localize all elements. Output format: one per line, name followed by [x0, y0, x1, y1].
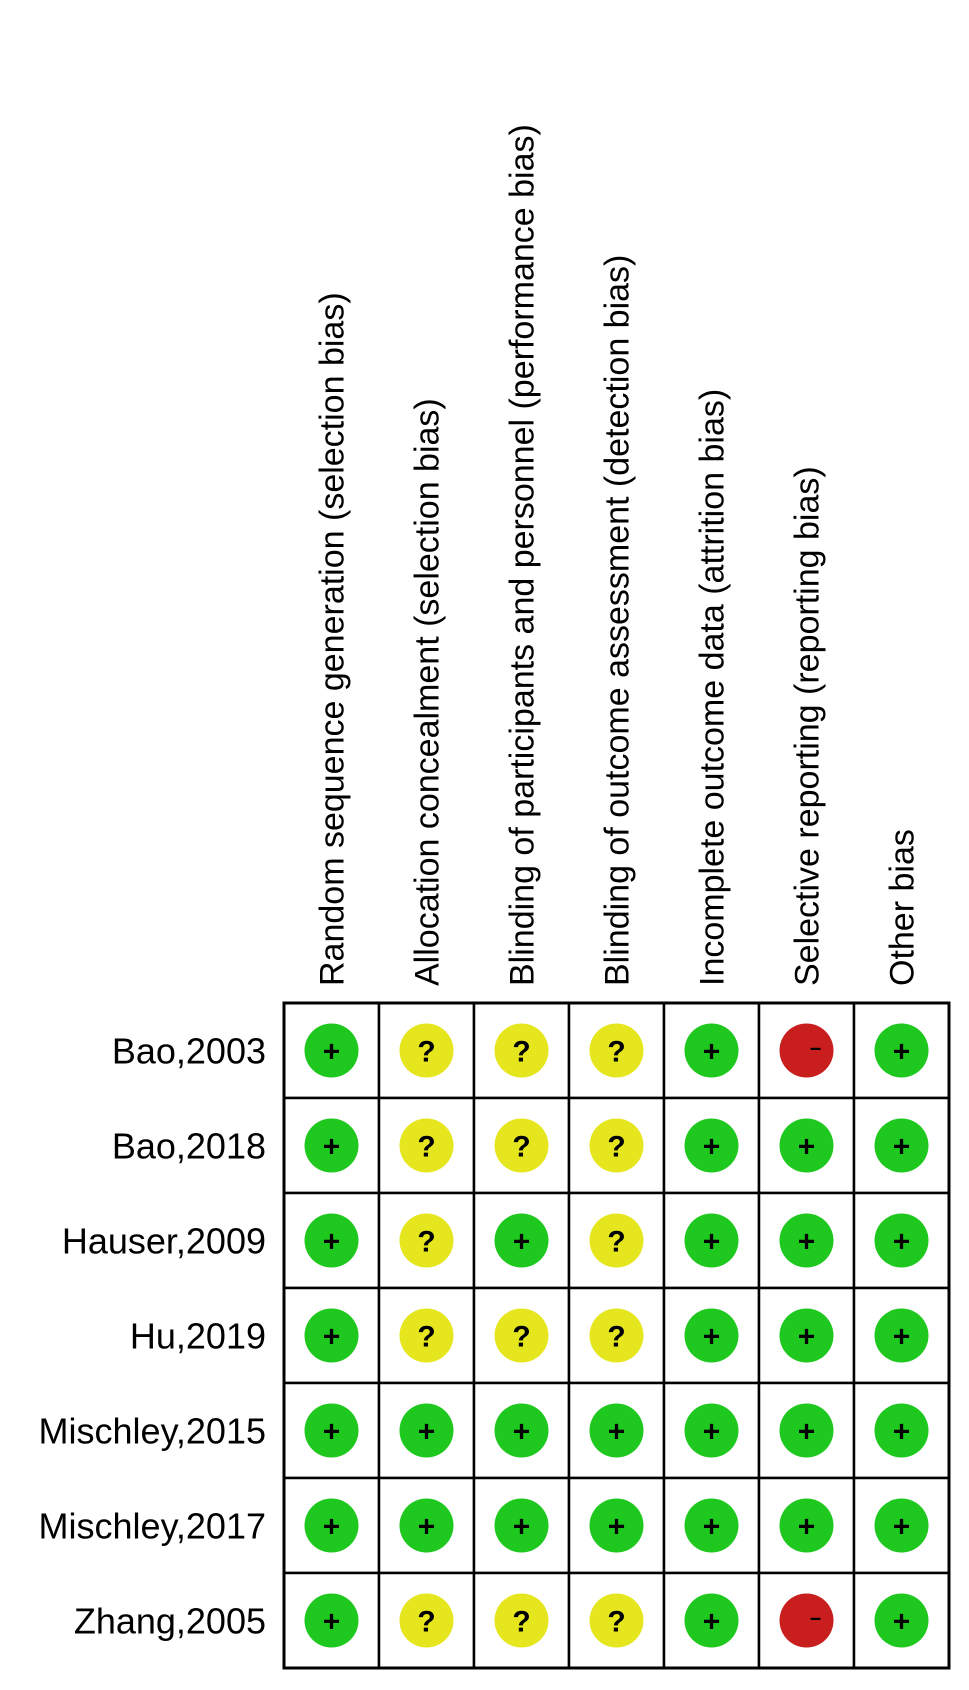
judgement-cell — [379, 1098, 474, 1193]
judgement-cell — [379, 1193, 474, 1288]
row-label-study: Zhang,2005 — [73, 1600, 266, 1642]
judgement-symbol: + — [512, 1415, 531, 1449]
judgement-cell — [664, 1383, 759, 1478]
judgement-cell — [379, 1573, 474, 1668]
column-label-5: Incomplete outcome data (attrition bias) — [693, 388, 732, 986]
judgement-symbol: + — [322, 1320, 341, 1354]
judgement-cell — [569, 1003, 664, 1098]
judgement-symbol: + — [702, 1035, 721, 1069]
judgement-cell — [474, 1193, 569, 1288]
judgement-symbol: ? — [417, 1225, 436, 1259]
judgement-cell — [759, 1383, 854, 1478]
judgement-cell — [284, 1003, 379, 1098]
judgement-symbol: + — [417, 1415, 436, 1449]
judgement-cell — [284, 1193, 379, 1288]
judgement-symbol: + — [512, 1225, 531, 1259]
judgement-symbol: ? — [607, 1035, 626, 1069]
judgement-cell — [379, 1383, 474, 1478]
judgement-cell — [474, 1478, 569, 1573]
judgement-cell — [569, 1193, 664, 1288]
judgement-cell — [759, 1193, 854, 1288]
judgement-symbol: + — [322, 1510, 341, 1544]
judgement-symbol: + — [797, 1225, 816, 1259]
column-label-2: Allocation concealment (selection bias) — [408, 398, 447, 986]
judgement-symbol: ? — [607, 1605, 626, 1639]
judgement-cell — [569, 1383, 664, 1478]
row-label-study: Mischley,2017 — [38, 1505, 266, 1547]
judgement-symbol: + — [607, 1510, 626, 1544]
judgement-symbol: + — [892, 1225, 911, 1259]
judgement-cell — [284, 1098, 379, 1193]
judgement-cell — [854, 1478, 949, 1573]
judgement-symbol: − — [809, 1608, 822, 1631]
judgement-cell — [474, 1098, 569, 1193]
judgement-cell — [854, 1193, 949, 1288]
judgement-symbol: + — [892, 1035, 911, 1069]
column-label-7: Other bias — [883, 829, 922, 986]
judgement-symbol: + — [702, 1320, 721, 1354]
judgement-symbol: + — [417, 1510, 436, 1544]
judgement-symbol: + — [797, 1130, 816, 1164]
judgement-cell — [759, 1573, 854, 1668]
judgement-symbol: ? — [417, 1130, 436, 1164]
row-label-study: Mischley,2015 — [38, 1410, 266, 1452]
judgement-cell — [569, 1478, 664, 1573]
judgement-cell — [664, 1193, 759, 1288]
judgement-marker-high — [780, 1594, 834, 1648]
judgement-cell — [759, 1478, 854, 1573]
judgement-cell — [569, 1098, 664, 1193]
judgement-cell — [474, 1003, 569, 1098]
judgement-cell — [664, 1478, 759, 1573]
judgement-cell — [854, 1098, 949, 1193]
column-label-6: Selective reporting (reporting bias) — [788, 466, 827, 986]
judgement-cell — [284, 1478, 379, 1573]
judgement-symbol: + — [702, 1605, 721, 1639]
judgement-symbol: + — [892, 1510, 911, 1544]
judgement-grid — [284, 1003, 949, 1668]
judgement-symbol: + — [322, 1130, 341, 1164]
column-label-4: Blinding of outcome assessment (detection bias) — [598, 254, 637, 986]
judgement-symbol: + — [512, 1510, 531, 1544]
judgement-cell — [474, 1288, 569, 1383]
judgement-symbol: + — [322, 1225, 341, 1259]
row-label-study: Bao,2018 — [111, 1125, 266, 1167]
judgement-cell — [379, 1478, 474, 1573]
judgement-cell — [284, 1288, 379, 1383]
judgement-cell — [759, 1288, 854, 1383]
judgement-cell — [569, 1288, 664, 1383]
judgement-cell — [664, 1003, 759, 1098]
judgement-cell — [664, 1573, 759, 1668]
judgement-symbol: + — [322, 1605, 341, 1639]
judgement-symbol: + — [892, 1130, 911, 1164]
judgement-cell — [379, 1288, 474, 1383]
judgement-symbol: ? — [607, 1225, 626, 1259]
judgement-cell — [474, 1383, 569, 1478]
judgement-symbol: ? — [607, 1130, 626, 1164]
judgement-symbol: ? — [417, 1320, 436, 1354]
judgement-symbol: ? — [512, 1320, 531, 1354]
judgement-symbol: + — [702, 1415, 721, 1449]
judgement-symbol: + — [702, 1225, 721, 1259]
judgement-symbol: + — [322, 1035, 341, 1069]
judgement-cell — [284, 1383, 379, 1478]
judgement-cell — [854, 1573, 949, 1668]
judgement-symbol: ? — [607, 1320, 626, 1354]
judgement-symbol: + — [607, 1415, 626, 1449]
row-label-study: Hauser,2009 — [61, 1220, 266, 1262]
row-label-study: Hu,2019 — [129, 1315, 266, 1357]
judgement-symbol: − — [809, 1038, 822, 1061]
row-label-study: Bao,2003 — [111, 1030, 266, 1072]
judgement-symbol: + — [892, 1415, 911, 1449]
judgement-symbol: + — [892, 1320, 911, 1354]
judgement-cell — [474, 1573, 569, 1668]
judgement-symbol: ? — [512, 1035, 531, 1069]
judgement-symbol: + — [797, 1320, 816, 1354]
judgement-cell — [854, 1003, 949, 1098]
judgement-symbol: + — [797, 1415, 816, 1449]
judgement-cell — [379, 1003, 474, 1098]
judgement-cell — [759, 1003, 854, 1098]
judgement-symbol: + — [892, 1605, 911, 1639]
judgement-symbol: ? — [512, 1605, 531, 1639]
judgement-cell — [569, 1573, 664, 1668]
judgement-cell — [759, 1098, 854, 1193]
judgement-symbol: + — [322, 1415, 341, 1449]
judgement-cell — [664, 1098, 759, 1193]
judgement-symbol: ? — [512, 1130, 531, 1164]
judgement-symbol: + — [702, 1510, 721, 1544]
row-labels — [39, 1031, 266, 1642]
judgement-symbol: ? — [417, 1035, 436, 1069]
judgement-symbol: + — [797, 1510, 816, 1544]
judgement-cell — [854, 1383, 949, 1478]
judgement-symbol: + — [702, 1130, 721, 1164]
judgement-cell — [664, 1288, 759, 1383]
judgement-cell — [284, 1573, 379, 1668]
judgement-cell — [854, 1288, 949, 1383]
column-labels — [314, 124, 922, 986]
column-label-1: Random sequence generation (selection bias) — [313, 292, 352, 986]
judgement-symbol: ? — [417, 1605, 436, 1639]
judgement-marker-high — [780, 1024, 834, 1078]
column-label-3: Blinding of participants and personnel (performance bias) — [503, 124, 542, 986]
